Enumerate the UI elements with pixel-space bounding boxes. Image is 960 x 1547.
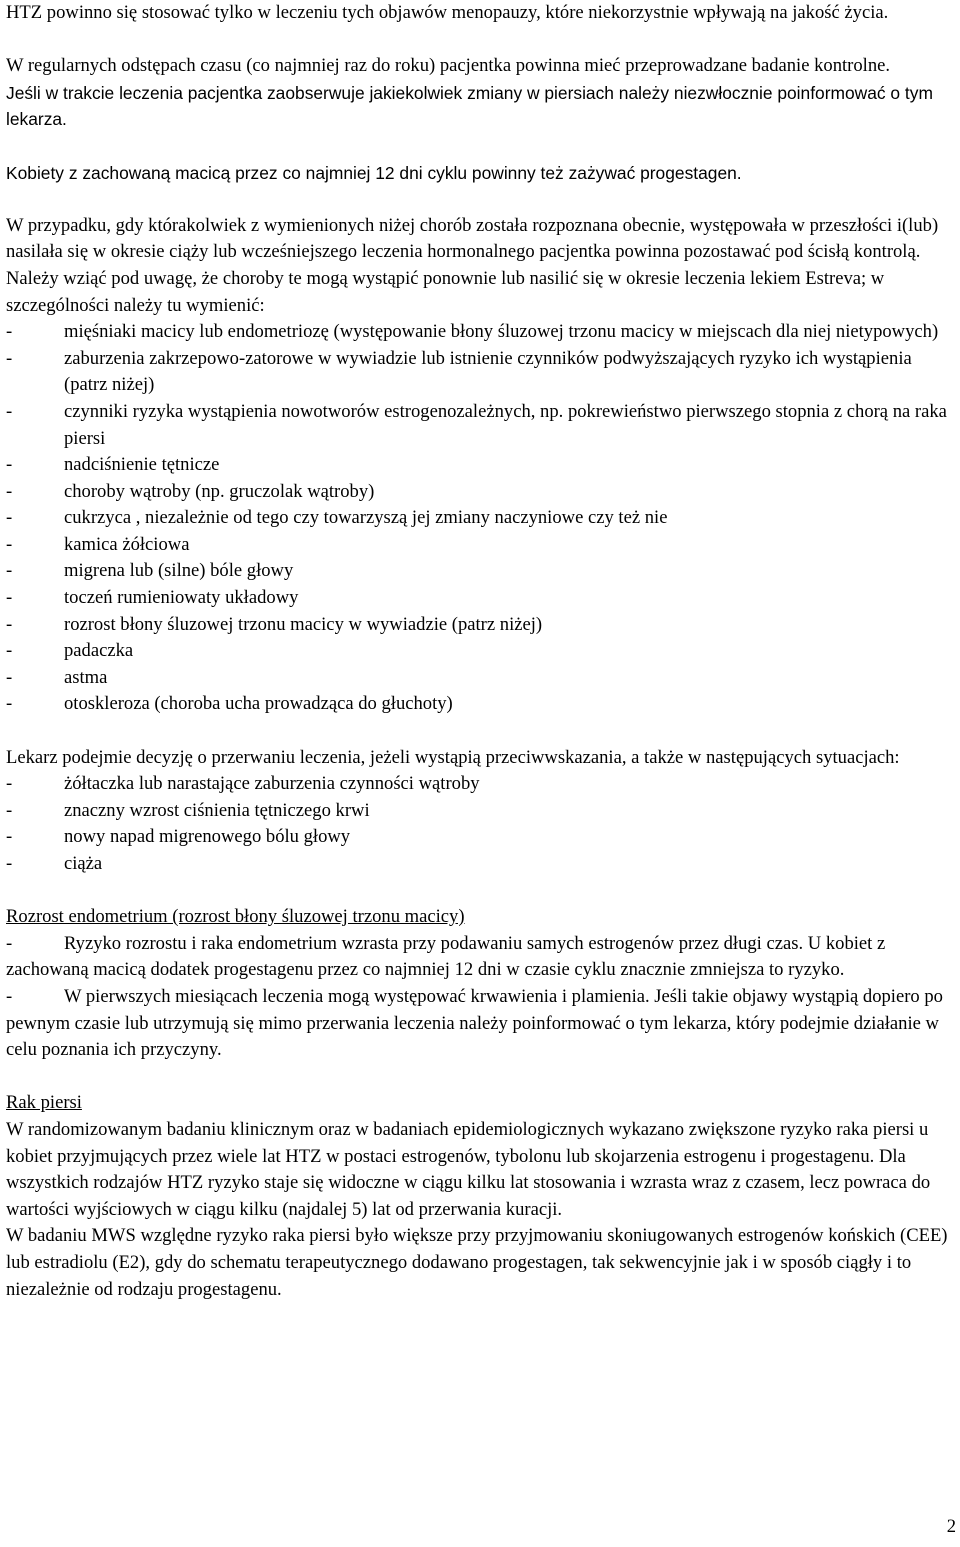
paragraph-stop-treatment: Lekarz podejmie decyzję o przerwaniu leczenia, jeżeli wystąpią przeciwwskazania, a także w następujących sytuacjach: xyxy=(6,746,900,768)
paragraph-bleeding xyxy=(6,984,951,1064)
list-item: - rozrost błony śluzowej trzonu macicy w wywiadzie (patrz niżej) xyxy=(6,612,951,639)
list-item: - otoskleroza (choroba ucha prowadząca do głuchoty) xyxy=(6,691,951,718)
dash-marker: - xyxy=(6,985,13,1007)
paragraph-htz-indication: HTZ powinno się stosować tylko w leczeniu tych objawów menopauzy, które niekorzystnie wpływają na jakość życia. xyxy=(6,2,889,23)
list-item: - żółtaczka lub narastające zaburzenia czynności wątroby xyxy=(6,771,951,798)
paragraph-endometrium-risk xyxy=(6,931,951,984)
paragraph-text: Ryzyko rozrostu i raka endometrium wzrasta przy podawaniu samych estrogenów przez długi czas. U kobiet z zachowaną macicą dodatek progestagenu przez co najmniej 12 dni w czasie cyklu znacznie zmniejsza to ryzyko. xyxy=(6,932,886,981)
list-item: - zaburzenia zakrzepowo-zatorowe w wywiadzie lub istnienie czynników podwyższających ryzyko ich wystąpienia (patrz niżej) xyxy=(6,346,951,399)
paragraph-breast-cancer-studies: W randomizowanym badaniu klinicznym oraz w badaniach epidemiologicznych wykazano zwiększone ryzyko raka piersi u kobiet przyjmujących przez wiele lat HTZ w postaci estrogenów, tybolonu lub skojarzenia estrogenu i progestagenu. Dla wszystkich rodzajów HTZ ryzyko staje się widoczne w ciągu kilku lat stosowania i wzrasta wraz z czasem, lecz powraca do wartości wyjściowych w ciągu kilku (najdalej 5) lat od przerwania kuracji. xyxy=(6,1118,931,1220)
paragraph-progestagen: Kobiety z zachowaną macicą przez co najmniej 12 dni cyklu powinny też zażywać progestagen. xyxy=(6,162,742,183)
section-heading-breast-cancer: Rak piersi xyxy=(6,1092,82,1114)
list-item: - mięśniaki macicy lub endometriozę (występowanie błony śluzowej trzonu macicy w miejscach dla niej nietypowych) xyxy=(6,319,951,346)
page-number: 2 xyxy=(946,1516,956,1537)
conditions-list xyxy=(6,319,951,718)
list-item: - ciąża xyxy=(6,851,951,878)
list-item: - znaczny wzrost ciśnienia tętniczego krwi xyxy=(6,798,951,825)
section-heading-endometrium: Rozrost endometrium (rozrost błony śluzowej trzonu macicy) xyxy=(6,906,465,928)
dash-marker: - xyxy=(6,932,13,954)
list-item: - migrena lub (silne) bóle głowy xyxy=(6,558,951,585)
list-item: - kamica żółciowa xyxy=(6,532,951,559)
list-item: - cukrzyca , niezależnie od tego czy towarzyszą jej zmiany naczyniowe czy też nie xyxy=(6,505,951,532)
paragraph-mws-study: W badaniu MWS względne ryzyko raka piersi było większe przy przyjmowaniu skoniugowanych estrogenów końskich (CEE) lub estradiolu (E2), gdy do schematu terapeutycznego dodawano progestagen, tak sekwencyjnie jak i w sposób ciągły i to niezależnie od rodzaju progestagenu. xyxy=(6,1225,948,1300)
list-item: - nadciśnienie tętnicze xyxy=(6,452,951,479)
list-item: - toczeń rumieniowaty układowy xyxy=(6,585,951,612)
paragraph-regular-checkups: W regularnych odstępach czasu (co najmniej raz do roku) pacjentka powinna mieć przeprowadzane badanie kontrolne. xyxy=(6,55,891,77)
document-page xyxy=(6,0,951,1303)
list-item: - padaczka xyxy=(6,638,951,665)
list-item: - czynniki ryzyka wystąpienia nowotworów estrogenozależnych, np. pokrewieństwo pierwszego stopnia z chorą na raka piersi xyxy=(6,399,951,452)
list-item: - astma xyxy=(6,665,951,692)
paragraph-breast-changes: Jeśli w trakcie leczenia pacjentka zaobserwuje jakiekolwiek zmiany w piersiach należy niezwłocznie poinformować o tym lekarza. xyxy=(6,82,933,130)
list-item: - nowy napad migrenowego bólu głowy xyxy=(6,824,951,851)
paragraph-monitoring-conditions: W przypadku, gdy którakolwiek z wymienionych niżej chorób została rozpoznana obecnie, występowała w przeszłości i(lub) nasilała się w okresie ciąży lub wcześniejszego leczenia hormonalnego pacjentka powinna pozostawać pod ścisłą kontrolą. Należy wziąć pod uwagę, że choroby te mogą wystąpić ponownie lub nasilić się w okresie leczenia lekiem Estreva; w szczególności należy tu wymienić: xyxy=(6,214,939,316)
stop-conditions-list xyxy=(6,771,951,877)
list-item: - choroby wątroby (np. gruczolak wątroby) xyxy=(6,479,951,506)
paragraph-text: W pierwszych miesiącach leczenia mogą występować krwawienia i plamienia. Jeśli takie objawy wystąpią dopiero po pewnym czasie lub utrzymują się mimo przerwania leczenia należy poinformować o tym lekarza, który podejmie działanie w celu poznania ich przyczyny. xyxy=(6,985,943,1061)
